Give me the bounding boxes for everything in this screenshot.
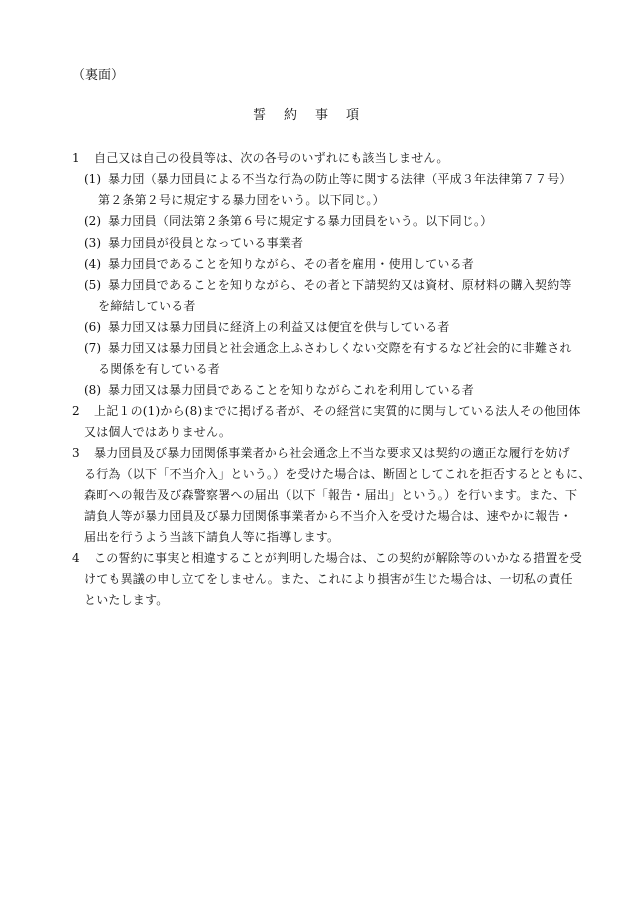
subitem-8-marker: (8) xyxy=(84,383,101,397)
item-4-number: 4 xyxy=(72,551,80,565)
subitem-6-marker: (6) xyxy=(84,320,101,334)
subitem-7-line-1: 暴力団又は暴力団員と社会通念上ふさわしくない交際を有するなど社会的に非難され xyxy=(108,341,572,355)
item-2-line-2: 又は個人ではありません。 xyxy=(84,425,232,439)
subitem-3-line-1: 暴力団員が役員となっている事業者 xyxy=(108,236,304,250)
subitem-1-line-1: 暴力団（暴力団員による不当な行為の防止等に関する法律（平成３年法律第７７号） xyxy=(108,172,572,186)
item-4-line-3: といたします。 xyxy=(84,593,169,607)
document-title: 誓約事項 xyxy=(252,108,377,123)
subitem-4-line-1: 暴力団員であることを知りながら、その者を雇用・使用している者 xyxy=(108,257,475,271)
item-4-line-1: この誓約に事実と相違することが判明した場合は、この契約が解除等のいかなる措置を受 xyxy=(94,551,583,565)
subitem-7-line-2: る関係を有している者 xyxy=(98,362,221,376)
item-1-number: 1 xyxy=(72,151,80,165)
subitem-4-marker: (4) xyxy=(84,257,101,271)
subitem-5-marker: (5) xyxy=(84,278,101,292)
side-label: （裏面） xyxy=(72,68,125,83)
item-3-line-4: 請負人等が暴力団員及び暴力団関係事業者から不当介入を受けた場合は、速やかに報告・ xyxy=(84,509,573,523)
subitem-6-line-1: 暴力団又は暴力団員に経済上の利益又は便宜を供与している者 xyxy=(108,320,450,334)
subitem-5-line-2: を締結している者 xyxy=(98,299,196,313)
item-3-number: 3 xyxy=(72,446,80,460)
item-2-number: 2 xyxy=(72,404,80,418)
subitem-7-marker: (7) xyxy=(84,341,101,355)
item-3-line-2: る行為（以下「不当介入」という。）を受けた場合は、断固としてこれを拒否するとともに、 xyxy=(84,467,591,481)
subitem-5-line-1: 暴力団員であることを知りながら、その者と下請契約又は資材、原材料の購入契約等 xyxy=(108,278,572,292)
subitem-1-marker: (1) xyxy=(84,172,101,186)
item-3-line-3: 森町への報告及び森警察署への届出（以下「報告・届出」という。）を行います。また、下 xyxy=(84,488,578,502)
item-3-line-5: 届出を行うよう当該下請負人等に指導します。 xyxy=(84,530,340,544)
subitem-8-line-1: 暴力団又は暴力団員であることを知りながらこれを利用している者 xyxy=(108,383,475,397)
item-2-line-1: 上記１の(1)から(8)までに掲げる者が、その経営に実質的に関与している法人その他団体 xyxy=(94,404,581,418)
item-1-text: 自己又は自己の役員等は、次の各号のいずれにも該当しません。 xyxy=(94,151,449,165)
subitem-1-line-2: 第２条第２号に規定する暴力団をいう。以下同じ。） xyxy=(98,193,385,207)
subitem-3-marker: (3) xyxy=(84,236,101,250)
item-4-line-2: けても異議の申し立てをしません。また、これにより損害が生じた場合は、一切私の責任 xyxy=(84,572,573,586)
subitem-2-marker: (2) xyxy=(84,214,101,228)
subitem-2-line-1: 暴力団員（同法第２条第６号に規定する暴力団員をいう。以下同じ。） xyxy=(108,214,493,228)
item-3-line-1: 暴力団員及び暴力団関係事業者から社会通念上不当な要求又は契約の適正な履行を妨げ xyxy=(94,446,570,460)
